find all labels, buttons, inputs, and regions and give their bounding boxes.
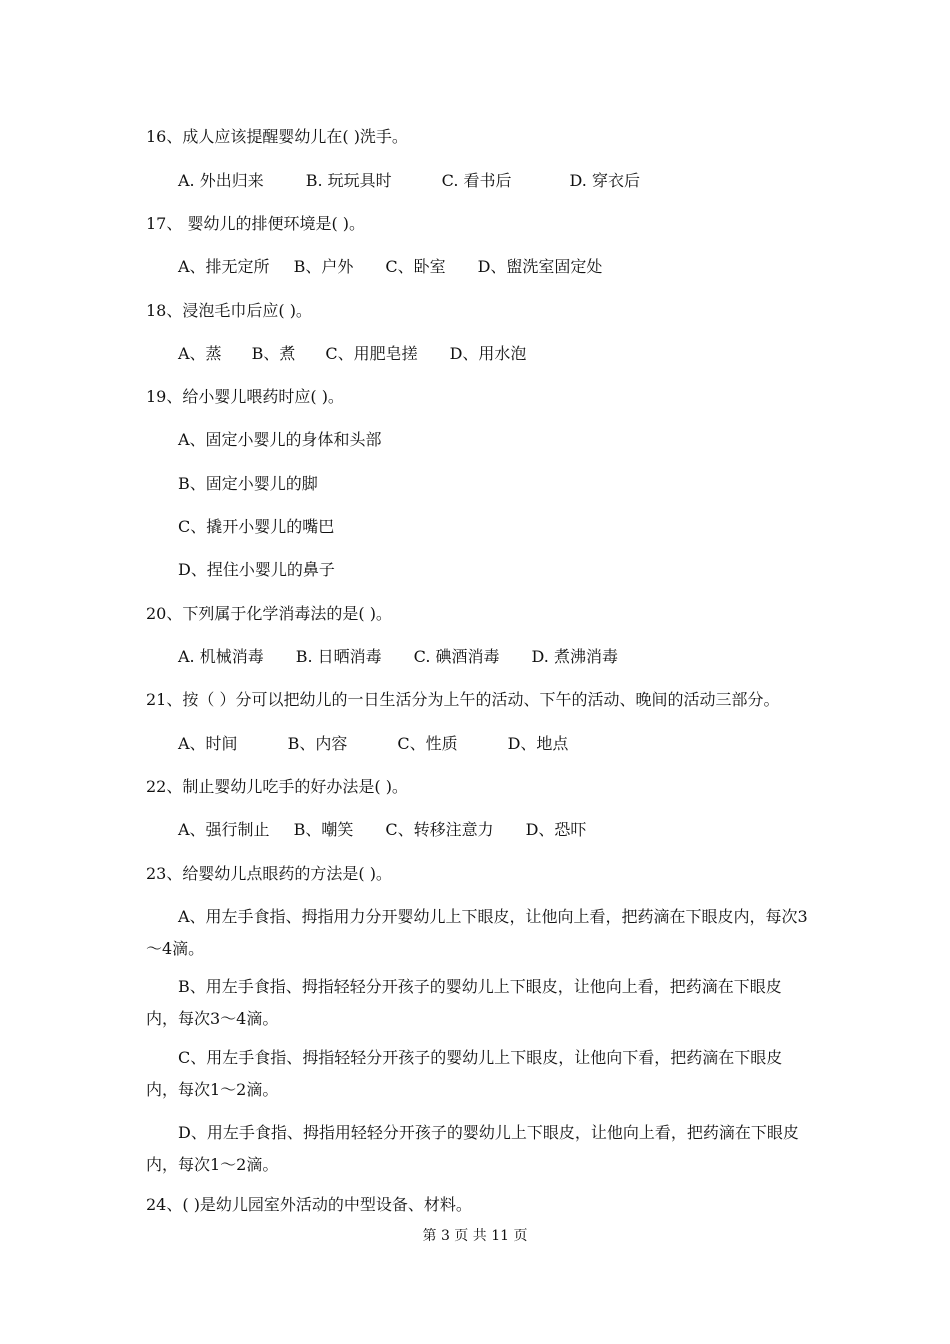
question-21-options xyxy=(178,734,568,754)
option-23-b: B、用左手食指、拇指轻轻分开孩子的婴幼儿上下眼皮，让他向上看，把药滴在下眼皮内，每次3～4滴。 xyxy=(146,977,782,1028)
question-17: 17、 婴幼儿的排便环境是( )。 xyxy=(146,214,366,233)
question-18: 18、浸泡毛巾后应( )。 xyxy=(146,301,312,320)
option-17-d: D、盥洗室固定处 xyxy=(477,257,603,276)
option-20-a: A. 机械消毒 xyxy=(178,647,264,666)
option-20-c: C. 碘酒消毒 xyxy=(413,647,500,666)
page-footer: 第 3 页 共 11 页 xyxy=(422,1228,528,1244)
question-18-options xyxy=(178,344,526,364)
question-23: 23、给婴幼儿点眼药的方法是( )。 xyxy=(146,864,392,883)
option-23-d: D、用左手食指、拇指用轻轻分开孩子的婴幼儿上下眼皮，让他向上看，把药滴在下眼皮内，每次1～2滴。 xyxy=(146,1123,799,1174)
question-16-options xyxy=(178,171,640,191)
option-19-c: C、撬开小婴儿的嘴巴 xyxy=(178,517,335,536)
option-22-d: D、恐吓 xyxy=(525,820,587,839)
option-18-c: C、用肥皂搓 xyxy=(325,344,418,363)
option-16-a: A. 外出归来 xyxy=(178,171,264,190)
option-20-b: B. 日晒消毒 xyxy=(295,647,382,666)
option-19-a: A、固定小婴儿的身体和头部 xyxy=(178,430,382,449)
option-17-a: A、排无定所 xyxy=(178,257,270,276)
question-22-options xyxy=(178,820,586,840)
option-18-a: A、蒸 xyxy=(178,344,222,363)
option-19-d: D、捏住小婴儿的鼻子 xyxy=(178,560,335,579)
option-23-a: A、用左手食指、拇指用力分开婴幼儿上下眼皮，让他向上看，把药滴在下眼皮内，每次3～4滴。 xyxy=(146,907,808,958)
option-22-c: C、转移注意力 xyxy=(385,820,494,839)
option-17-c: C、卧室 xyxy=(385,257,446,276)
option-21-b: B、内容 xyxy=(287,734,348,753)
option-21-a: A、时间 xyxy=(178,734,238,753)
question-22: 22、制止婴幼儿吃手的好办法是( )。 xyxy=(146,777,408,796)
option-21-c: C、性质 xyxy=(397,734,458,753)
option-22-b: B、嘲笑 xyxy=(293,820,354,839)
question-24: 24、( )是幼儿园室外活动的中型设备、材料。 xyxy=(146,1195,472,1214)
option-17-b: B、户外 xyxy=(293,257,354,276)
option-20-d: D. 煮沸消毒 xyxy=(531,647,618,666)
question-20: 20、下列属于化学消毒法的是( )。 xyxy=(146,604,392,623)
question-20-options xyxy=(178,647,618,667)
option-23-c: C、用左手食指、拇指轻轻分开孩子的婴幼儿上下眼皮，让他向下看，把药滴在下眼皮内，每次1～2滴。 xyxy=(146,1048,783,1099)
option-16-b: B. 玩玩具时 xyxy=(305,171,392,190)
option-22-a: A、强行制止 xyxy=(178,820,270,839)
option-16-c: C. 看书后 xyxy=(441,171,512,190)
option-19-b: B、固定小婴儿的脚 xyxy=(178,474,318,493)
question-21: 21、按（ ）分可以把幼儿的一日生活分为上午的活动、下午的活动、晚间的活动三部分。 xyxy=(146,690,780,709)
question-16: 16、成人应该提醒婴幼儿在( )洗手。 xyxy=(146,127,408,146)
option-18-b: B、煮 xyxy=(251,344,296,363)
question-17-options xyxy=(178,257,602,277)
option-16-d: D. 穿衣后 xyxy=(569,171,640,190)
option-18-d: D、用水泡 xyxy=(449,344,527,363)
question-19: 19、给小婴儿喂药时应( )。 xyxy=(146,387,344,406)
option-21-d: D、地点 xyxy=(507,734,569,753)
